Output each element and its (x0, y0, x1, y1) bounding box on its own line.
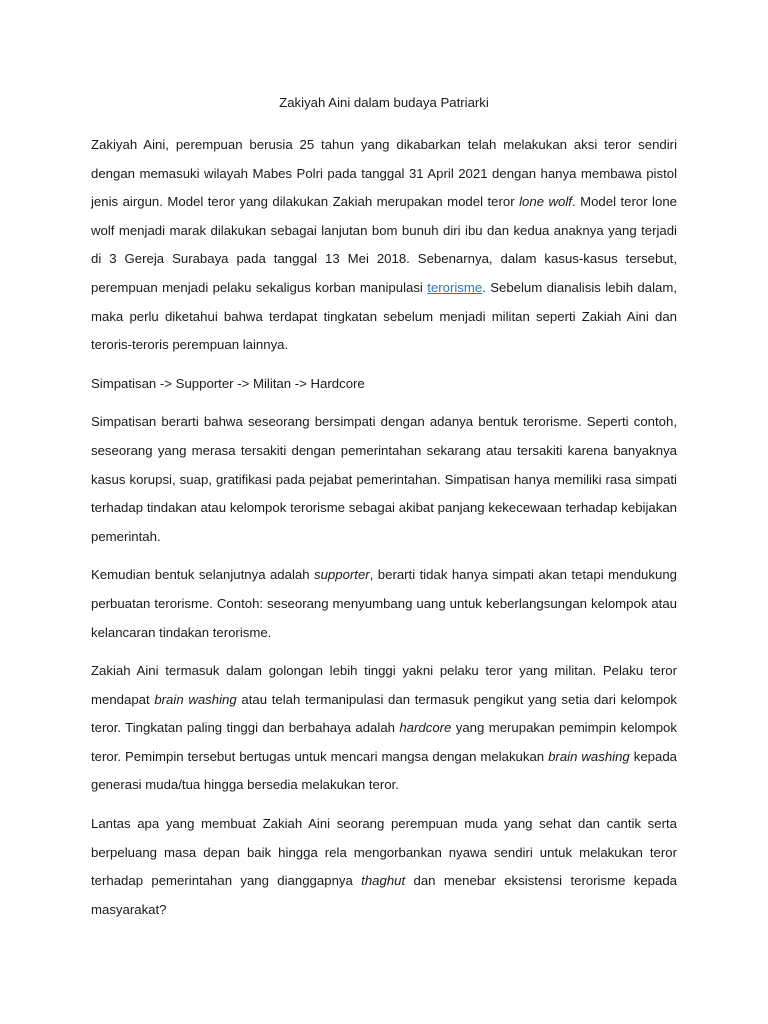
document-title: Zakiyah Aini dalam budaya Patriarki (279, 95, 489, 110)
text-run: . Sebelum dianalisis lebih dalam, maka perlu diketahui bahwa terdapat tingkatan sebelum menjadi militan seperti Zakiah Aini dan teroris-teroris perempuan lainnya. (91, 279, 677, 353)
paragraph-question (91, 810, 677, 924)
text-run: Simpatisan -> Supporter -> Militan -> Hardcore (91, 375, 365, 391)
italic-term: brain washing (154, 691, 237, 707)
text-run: , berarti tidak hanya simpati akan tetapi mendukung perbuatan terorisme. Contoh: seseorang menyumbang uang untuk keberlangsungan kelompok atau kelancaran tindakan terorisme. (91, 567, 677, 640)
text-run: Zakiyah Aini, perempuan berusia 25 tahun yang dikabarkan telah melakukan aksi teror sendiri dengan memasuki wilayah Mabes Polri pada tanggal 31 April 2021 dengan hanya membawa pistol jenis airgun. Model teror yang dilakukan Zakiah merupakan model teror (91, 137, 677, 210)
italic-term: thaghut (361, 873, 406, 889)
paragraph-simpatisan (91, 408, 677, 551)
paragraph-militan (91, 657, 677, 800)
text-run: Simpatisan berarti bahwa seseorang bersimpati dengan adanya bentuk terorisme. Seperti contoh, seseorang yang merasa tersakiti dengan pemerintahan sekarang atau tersakiti karena banyaknya kasus korupsi, suap, gratifikasi pada pejabat pemerintahan. Simpatisan hanya memiliki rasa simpati terhadap tindakan atau kelompok terorisme sebagai akibat panjang kekecewaan terhadap kebijakan pemerintah. (91, 414, 677, 544)
italic-term: supporter (313, 567, 370, 583)
text-run: Kemudian bentuk selanjutnya adalah (91, 567, 314, 583)
paragraph-supporter (91, 561, 677, 647)
text-run: kepada generasi muda/tua hingga bersedia melakukan teror. (91, 748, 677, 793)
paragraph-levels (91, 370, 677, 399)
text-run: dan menebar eksistensi terorisme kepada masyarakat? (91, 873, 678, 917)
text-run: Zakiah Aini termasuk dalam golongan lebih tinggi yakni pelaku teror yang militan. Pelaku teror mendapat (91, 663, 677, 707)
text-run: . Model teror lone wolf menjadi marak dilakukan sebagai lanjutan bom bunuh diri ibu dan kedua anaknya yang terjadi di 3 Gereja Surabaya pada tanggal 13 Mei 2018. Sebenarnya, dalam kasus-kasus tersebut, perempuan menjadi pelaku sekaligus korban manipulasi (91, 194, 677, 295)
italic-term: hardcore (399, 720, 452, 736)
italic-term: lone wolf (519, 194, 572, 210)
terorisme-link[interactable]: terorisme (427, 279, 483, 295)
text-run: Lantas apa yang membuat Zakiah Aini seorang perempuan muda yang sehat dan cantik serta berpeluang masa depan baik hingga rela mengorbankan nyawa sendiri untuk melakukan teror terhadap pemerintahan yang dianggapnya (91, 816, 677, 889)
text-run: yang merupakan pemimpin kelompok teror. Pemimpin tersebut bertugas untuk mencari mangsa dengan melakukan (91, 720, 677, 764)
paragraph-intro (91, 131, 677, 360)
text-run: atau telah termanipulasi dan termasuk pengikut yang setia dari kelompok teror. Tingkatan paling tinggi dan berbahaya adalah (91, 691, 677, 736)
italic-term: brain washing (548, 748, 630, 764)
